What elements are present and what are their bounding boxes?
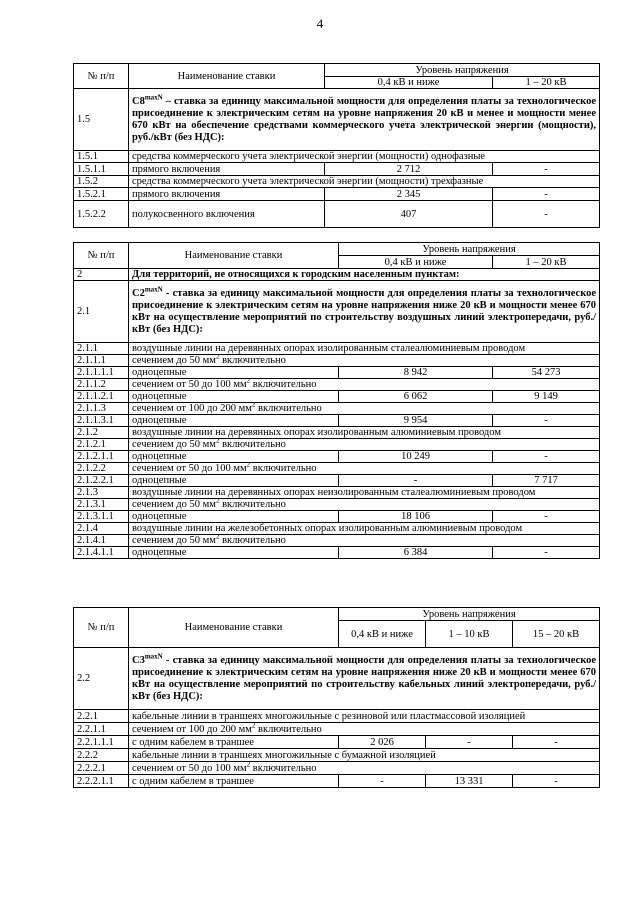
row-value-mid: - (493, 188, 600, 201)
row-text: с одним кабелем в траншее (129, 736, 339, 749)
table-row (74, 523, 600, 535)
row-text: с одним кабелем в траншее (129, 775, 339, 788)
row-number: 2.1.2.2.1 (74, 475, 129, 487)
row-number: 2.1 (74, 281, 129, 343)
rate-table-c2 (73, 242, 600, 559)
row-value-mid: - (493, 511, 600, 523)
row-text-sup: 2 (215, 354, 220, 361)
row-value-mid: 9 149 (493, 391, 600, 403)
row-value-mid: - (426, 736, 513, 749)
table-row (74, 367, 600, 379)
row-text-main: сечением до 50 мм (132, 535, 216, 546)
rate-definition (129, 281, 600, 343)
row-value-mid: 13 331 (426, 775, 513, 788)
row-number: 2.1.1 (74, 343, 129, 355)
rate-symbol: C2 (132, 287, 145, 299)
table-row (74, 151, 600, 163)
row-number: 2.1.2.1.1 (74, 451, 129, 463)
row-text: одноцепные (129, 391, 339, 403)
table-row (74, 723, 600, 736)
table-row (74, 475, 600, 487)
row-text-tail: включительно (219, 355, 286, 366)
row-value-mid: - (493, 201, 600, 228)
row-text (129, 535, 600, 547)
table-row (74, 463, 600, 475)
row-text-tail: включительно (250, 379, 317, 390)
page-number: 4 (316, 16, 324, 31)
column-header-number: № п/п (74, 243, 129, 269)
column-header-rate-name: Наименование ставки (129, 608, 339, 648)
row-number: 2.2.1 (74, 710, 129, 723)
row-text-sup: 2 (251, 722, 256, 729)
rate-symbol: C8 (132, 95, 145, 107)
table-row (74, 176, 600, 188)
row-number: 2.1.1.2.1 (74, 391, 129, 403)
row-text-sup: 2 (246, 378, 251, 385)
table-row (74, 355, 600, 367)
row-text-main: кабельные линии в траншеях многожильные с резиновой или пластмассовой изоляцией (132, 710, 526, 722)
row-text-sup: 2 (246, 761, 251, 768)
row-text: средства коммерческого учета электрической энергии (мощности) трехфазные (129, 176, 600, 188)
row-text-tail: включительно (255, 403, 322, 414)
column-header-voltage-low: 0,4 кВ и ниже (325, 77, 493, 89)
row-text-tail: включительно (219, 535, 286, 546)
row-text-main: сечением до 50 мм (132, 439, 216, 450)
row-text (129, 403, 600, 415)
row-text (129, 762, 600, 775)
row-text-sup: 2 (215, 498, 220, 505)
row-value-low: - (339, 775, 426, 788)
row-text-tail: включительно (250, 762, 317, 774)
row-text-tail: включительно (219, 499, 286, 510)
table-row (74, 439, 600, 451)
table-row (74, 775, 600, 788)
rate-table-c8 (73, 63, 600, 228)
table-row (74, 487, 600, 499)
column-header-number: № п/п (74, 64, 129, 89)
row-text-main: воздушные линии на деревянных опорах изолированным алюминиевым проводом (132, 427, 501, 438)
row-text-main: воздушные линии на деревянных опорах изолированным сталеалюминиевым проводом (132, 343, 526, 354)
row-number: 2.2.1.1 (74, 723, 129, 736)
table-row (74, 201, 600, 228)
row-number: 2.1.4.1 (74, 535, 129, 547)
row-number: 2.1.1.1.1 (74, 367, 129, 379)
table-row (74, 379, 600, 391)
row-text-main: сечением от 50 до 100 мм (132, 463, 247, 474)
row-text (129, 487, 600, 499)
column-header-voltage-low: 0,4 кВ и ниже (339, 256, 493, 269)
row-value-mid: 54 273 (493, 367, 600, 379)
row-text-tail: включительно (255, 723, 322, 735)
row-value-mid: - (493, 415, 600, 427)
row-value-mid: 7 717 (493, 475, 600, 487)
row-value-low: 6 384 (339, 547, 493, 559)
row-text: одноцепные (129, 511, 339, 523)
row-text (129, 463, 600, 475)
rate-definition-text: - ставка за единицу максимальной мощности для определения платы за технологическое присоединение к электрическим сетям на уровне напряжения ниже 20 кВ и мощности менее 670 кВт на осуществление мероприятий по строительству кабельных линий электропередачи, руб./кВт (без НДС): (132, 654, 597, 702)
row-text-main: сечением до 50 мм (132, 355, 216, 366)
row-value-low: 18 106 (339, 511, 493, 523)
row-value-low: 9 954 (339, 415, 493, 427)
row-number: 1.5.2.1 (74, 188, 129, 201)
row-text-sup: 2 (215, 438, 220, 445)
row-number: 2.1.2 (74, 427, 129, 439)
table-row (74, 762, 600, 775)
column-header-voltage-level: Уровень напряжения (325, 64, 600, 77)
column-header-voltage-mid: 1 – 20 кВ (493, 77, 600, 89)
column-header-voltage-level: Уровень напряжения (339, 608, 600, 621)
row-text (129, 523, 600, 535)
row-number: 2.2.2.1 (74, 762, 129, 775)
row-number: 2.1.2.2 (74, 463, 129, 475)
column-header-voltage-level: Уровень напряжения (339, 243, 600, 256)
row-number: 2.2.2.1.1 (74, 775, 129, 788)
row-number: 2.1.3.1.1 (74, 511, 129, 523)
row-number: 1.5 (74, 89, 129, 151)
row-text: одноцепные (129, 367, 339, 379)
row-text-sup: 2 (251, 402, 256, 409)
row-value-mid: - (493, 163, 600, 176)
table-row (74, 415, 600, 427)
rate-definition-text: - ставка за единицу максимальной мощности для определения платы за технологическое присоединение к электрическим сетям на уровне напряжения ниже 20 кВ и мощности менее 670 кВт на осуществление мероприятий по строительству воздушных линий электропередачи, руб./кВт (без НДС): (132, 287, 597, 335)
row-text (129, 499, 600, 511)
row-number: 2.1.3 (74, 487, 129, 499)
row-text-main: воздушные линии на деревянных опорах неизолированным сталеалюминиевым проводом (132, 487, 536, 498)
row-number: 2.2.2 (74, 749, 129, 762)
table-row (74, 163, 600, 176)
row-number: 2.1.1.1 (74, 355, 129, 367)
table-row (74, 535, 600, 547)
column-header-voltage-high: 15 – 20 кВ (513, 621, 600, 648)
row-text (129, 749, 600, 762)
rate-symbol-sup: maxN (144, 285, 163, 293)
row-text-main: сечением до 50 мм (132, 499, 216, 510)
row-number: 2.1.1.3 (74, 403, 129, 415)
rate-symbol: C3 (132, 654, 145, 666)
rate-definition (129, 648, 600, 710)
row-value-high: - (513, 736, 600, 749)
row-value-low: 2 026 (339, 736, 426, 749)
row-number: 2.1.2.1 (74, 439, 129, 451)
row-text-main: сечением от 50 до 100 мм (132, 762, 247, 774)
table-row (74, 749, 600, 762)
row-number: 2.2.1.1.1 (74, 736, 129, 749)
row-value-high: - (513, 775, 600, 788)
row-number: 1.5.1 (74, 151, 129, 163)
row-text-main: кабельные линии в траншеях многожильные с бумажной изоляцией (132, 749, 436, 761)
table-row (74, 547, 600, 559)
row-value-low: 2 345 (325, 188, 493, 201)
row-number: 2.1.3.1 (74, 499, 129, 511)
table-row (74, 188, 600, 201)
row-text (129, 723, 600, 736)
row-text: одноцепные (129, 547, 339, 559)
row-value-mid: - (493, 451, 600, 463)
table-row (74, 343, 600, 355)
row-value-mid: - (493, 547, 600, 559)
column-header-voltage-mid: 1 – 20 кВ (493, 256, 600, 269)
row-text-tail: включительно (219, 439, 286, 450)
row-number: 2.1.4.1.1 (74, 547, 129, 559)
row-text-main: сечением от 50 до 100 мм (132, 379, 247, 390)
row-number: 2.1.4 (74, 523, 129, 535)
section-heading: Для территорий, не относящихся к городским населенным пунктам: (129, 269, 600, 281)
row-text-sup: 2 (215, 534, 220, 541)
rate-symbol-sup: maxN (144, 652, 163, 660)
row-text-main: сечением от 100 до 200 мм (132, 403, 252, 414)
table-row (74, 511, 600, 523)
column-header-voltage-mid: 1 – 10 кВ (426, 621, 513, 648)
table-row (74, 710, 600, 723)
row-text (129, 427, 600, 439)
column-header-rate-name: Наименование ставки (129, 64, 325, 89)
row-number: 1.5.1.1 (74, 163, 129, 176)
row-text: одноцепные (129, 415, 339, 427)
row-text (129, 343, 600, 355)
row-text-tail: включительно (250, 463, 317, 474)
row-text-main: сечением от 100 до 200 мм (132, 723, 252, 735)
row-number: 2.1.1.3.1 (74, 415, 129, 427)
rate-definition-text: – ставка за единицу максимальной мощности для определения платы за технологическое присоединение к электрическим сетям на уровне напряжения 20 кВ и менее и мощности менее 670 кВт на обеспечение средствами коммерческого учета электрической энергии (мощности), руб./кВт (без НДС): (132, 95, 597, 143)
row-value-low: 407 (325, 201, 493, 228)
row-value-low: - (339, 475, 493, 487)
table-row (74, 736, 600, 749)
row-number: 2 (74, 269, 129, 281)
row-text: средства коммерческого учета электрической энергии (мощности) однофазные (129, 151, 600, 163)
table-row (74, 451, 600, 463)
row-text: прямого включения (129, 188, 325, 201)
row-text (129, 439, 600, 451)
row-text (129, 710, 600, 723)
rate-table-c3 (73, 607, 600, 788)
table-row (74, 427, 600, 439)
rate-symbol-sup: maxN (144, 93, 163, 101)
row-text: одноцепные (129, 475, 339, 487)
table-row (74, 499, 600, 511)
rate-definition (129, 89, 600, 151)
row-value-low: 8 942 (339, 367, 493, 379)
row-text: прямого включения (129, 163, 325, 176)
column-header-number: № п/п (74, 608, 129, 648)
row-value-low: 6 062 (339, 391, 493, 403)
row-value-low: 2 712 (325, 163, 493, 176)
row-number: 1.5.2 (74, 176, 129, 188)
column-header-rate-name: Наименование ставки (129, 243, 339, 269)
row-number: 2.2 (74, 648, 129, 710)
column-header-voltage-low: 0,4 кВ и ниже (339, 621, 426, 648)
row-text (129, 379, 600, 391)
row-text-sup: 2 (246, 462, 251, 469)
table-row (74, 391, 600, 403)
row-text: полукосвенного включения (129, 201, 325, 228)
row-text-main: воздушные линии на железобетонных опорах изолированным алюминиевым проводом (132, 523, 523, 534)
table-row (74, 403, 600, 415)
row-text (129, 355, 600, 367)
row-number: 1.5.2.2 (74, 201, 129, 228)
row-value-low: 10 249 (339, 451, 493, 463)
row-number: 2.1.1.2 (74, 379, 129, 391)
row-text: одноцепные (129, 451, 339, 463)
